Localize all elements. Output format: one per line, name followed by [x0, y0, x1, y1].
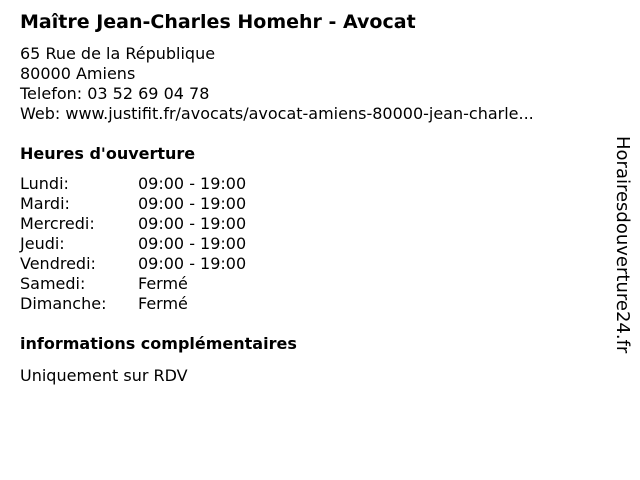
hours-value: 09:00 - 19:00: [138, 234, 247, 253]
hours-value: Fermé: [138, 274, 188, 293]
day-label: Lundi:: [20, 174, 69, 193]
hours-value: 09:00 - 19:00: [138, 254, 247, 273]
hours-row-tuesday: [20, 194, 580, 214]
hours-value: 09:00 - 19:00: [138, 214, 247, 233]
hours-row-saturday: [20, 274, 580, 294]
opening-hours-list: [20, 174, 580, 314]
hours-row-wednesday: [20, 214, 580, 234]
day-label: Jeudi:: [20, 234, 65, 253]
hours-value: Fermé: [138, 294, 188, 313]
additional-info-text: Uniquement sur RDV: [20, 366, 188, 385]
hours-row-sunday: [20, 294, 580, 314]
contact-block: [20, 44, 534, 124]
hours-value: 09:00 - 19:00: [138, 194, 247, 213]
day-label: Samedi:: [20, 274, 86, 293]
day-label: Mercredi:: [20, 214, 95, 233]
hours-row-thursday: [20, 234, 580, 254]
day-label: Dimanche:: [20, 294, 107, 313]
side-brand-label: [609, 136, 635, 376]
hours-value: 09:00 - 19:00: [138, 174, 247, 193]
address-street: 65 Rue de la République: [20, 44, 216, 63]
day-label: Vendredi:: [20, 254, 96, 273]
additional-info-heading: informations complémentaires: [20, 334, 297, 353]
brand-text: Horairesdouverture24.fr: [612, 136, 633, 354]
address-city: 80000 Amiens: [20, 64, 136, 83]
day-label: Mardi:: [20, 194, 70, 213]
business-title: Maître Jean-Charles Homehr - Avocat: [20, 11, 416, 33]
website-link[interactable]: Web: www.justifit.fr/avocats/avocat-amiens-80000-jean-charle...: [20, 104, 534, 123]
hours-heading: Heures d'ouverture: [20, 144, 196, 163]
hours-row-monday: [20, 174, 580, 194]
hours-row-friday: [20, 254, 580, 274]
phone-number: Telefon: 03 52 69 04 78: [20, 84, 210, 103]
